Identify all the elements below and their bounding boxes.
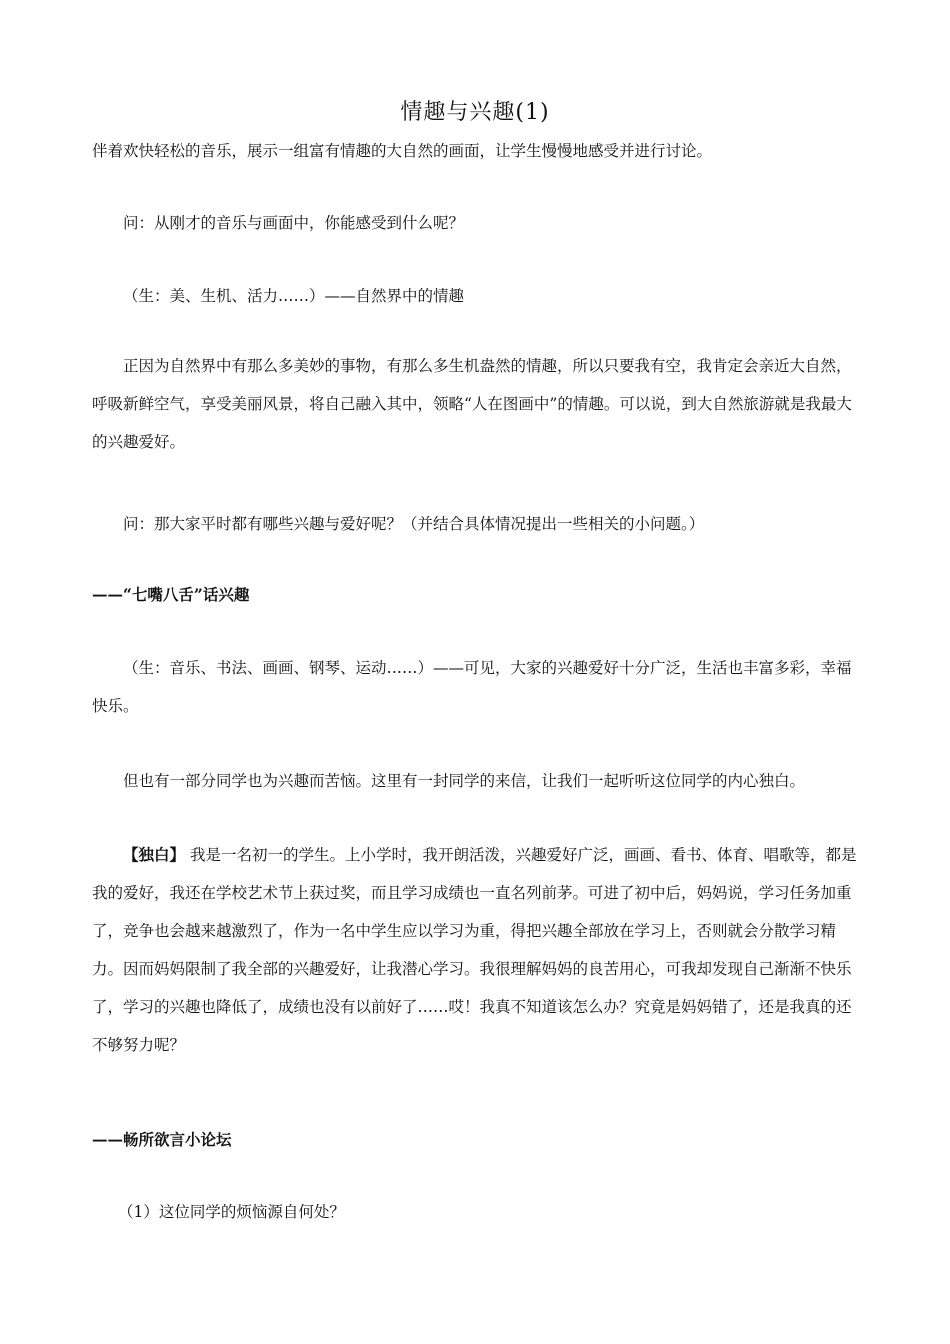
question-1: 问：从刚才的音乐与画面中，你能感受到什么呢？ xyxy=(123,214,465,232)
heading-forum: ——畅所欲言小论坛 xyxy=(92,1130,232,1149)
paragraph-letter: 但也有一部分同学也为兴趣而苦恼。这里有一封同学的来信，让我们一起听听这位同学的内心独白。 xyxy=(123,772,806,790)
question-2: 问：那大家平时都有哪些兴趣与爱好呢？（并结合具体情况提出一些相关的小问题。） xyxy=(123,515,705,533)
monologue-paragraph xyxy=(92,836,862,1064)
paragraph-nature: 正因为自然界中有那么多美妙的事物，有那么多生机盎然的情趣，所以只要我有空，我肯定会亲近大自然，呼吸新鲜空气，享受美丽风景，将自己融入其中，领略“人在图画中”的情趣。可以说，到大自然旅游就是我最大的兴趣爱好。 xyxy=(92,357,852,451)
document-title: 情趣与兴趣(1) xyxy=(400,100,550,125)
answer-2: （生：音乐、书法、画画、钢琴、运动……）——可见，大家的兴趣爱好十分广泛，生活也丰富多彩，幸福快乐。 xyxy=(92,659,852,715)
answer-1: （生：美、生机、活力……）——自然界中的情趣 xyxy=(123,287,465,305)
heading-chatter: ——“七嘴八舌”话兴趣 xyxy=(92,585,250,604)
monologue-text: 我是一名初一的学生。上小学时，我开朗活泼，兴趣爱好广泛，画画、看书、体育、唱歌等，都是我的爱好，我还在学校艺术节上获过奖，而且学习成绩也一直名列前茅。可进了初中后，妈妈说，学习任务加重了，竞争也会越来越激烈了，作为一名中学生应以学习为重，得把兴趣全部放在学习上，否则就会分散学习精力。因而妈妈限制了我全部的兴趣爱好，让我潜心学习。我很理解妈妈的良苦用心，可我却发现自己渐渐不快乐了，学习的兴趣也降低了，成绩也没有以前好了……哎！我真不知道该怎么办？究竟是妈妈错了，还是我真的还不够努力呢？ xyxy=(92,846,857,1054)
intro-paragraph: 伴着欢快轻松的音乐，展示一组富有情趣的大自然的画面，让学生慢慢地感受并进行讨论。 xyxy=(92,142,713,160)
monologue-label: 【独白】 xyxy=(123,845,186,864)
question-3: （1）这位同学的烦恼源自何处？ xyxy=(118,1203,345,1221)
